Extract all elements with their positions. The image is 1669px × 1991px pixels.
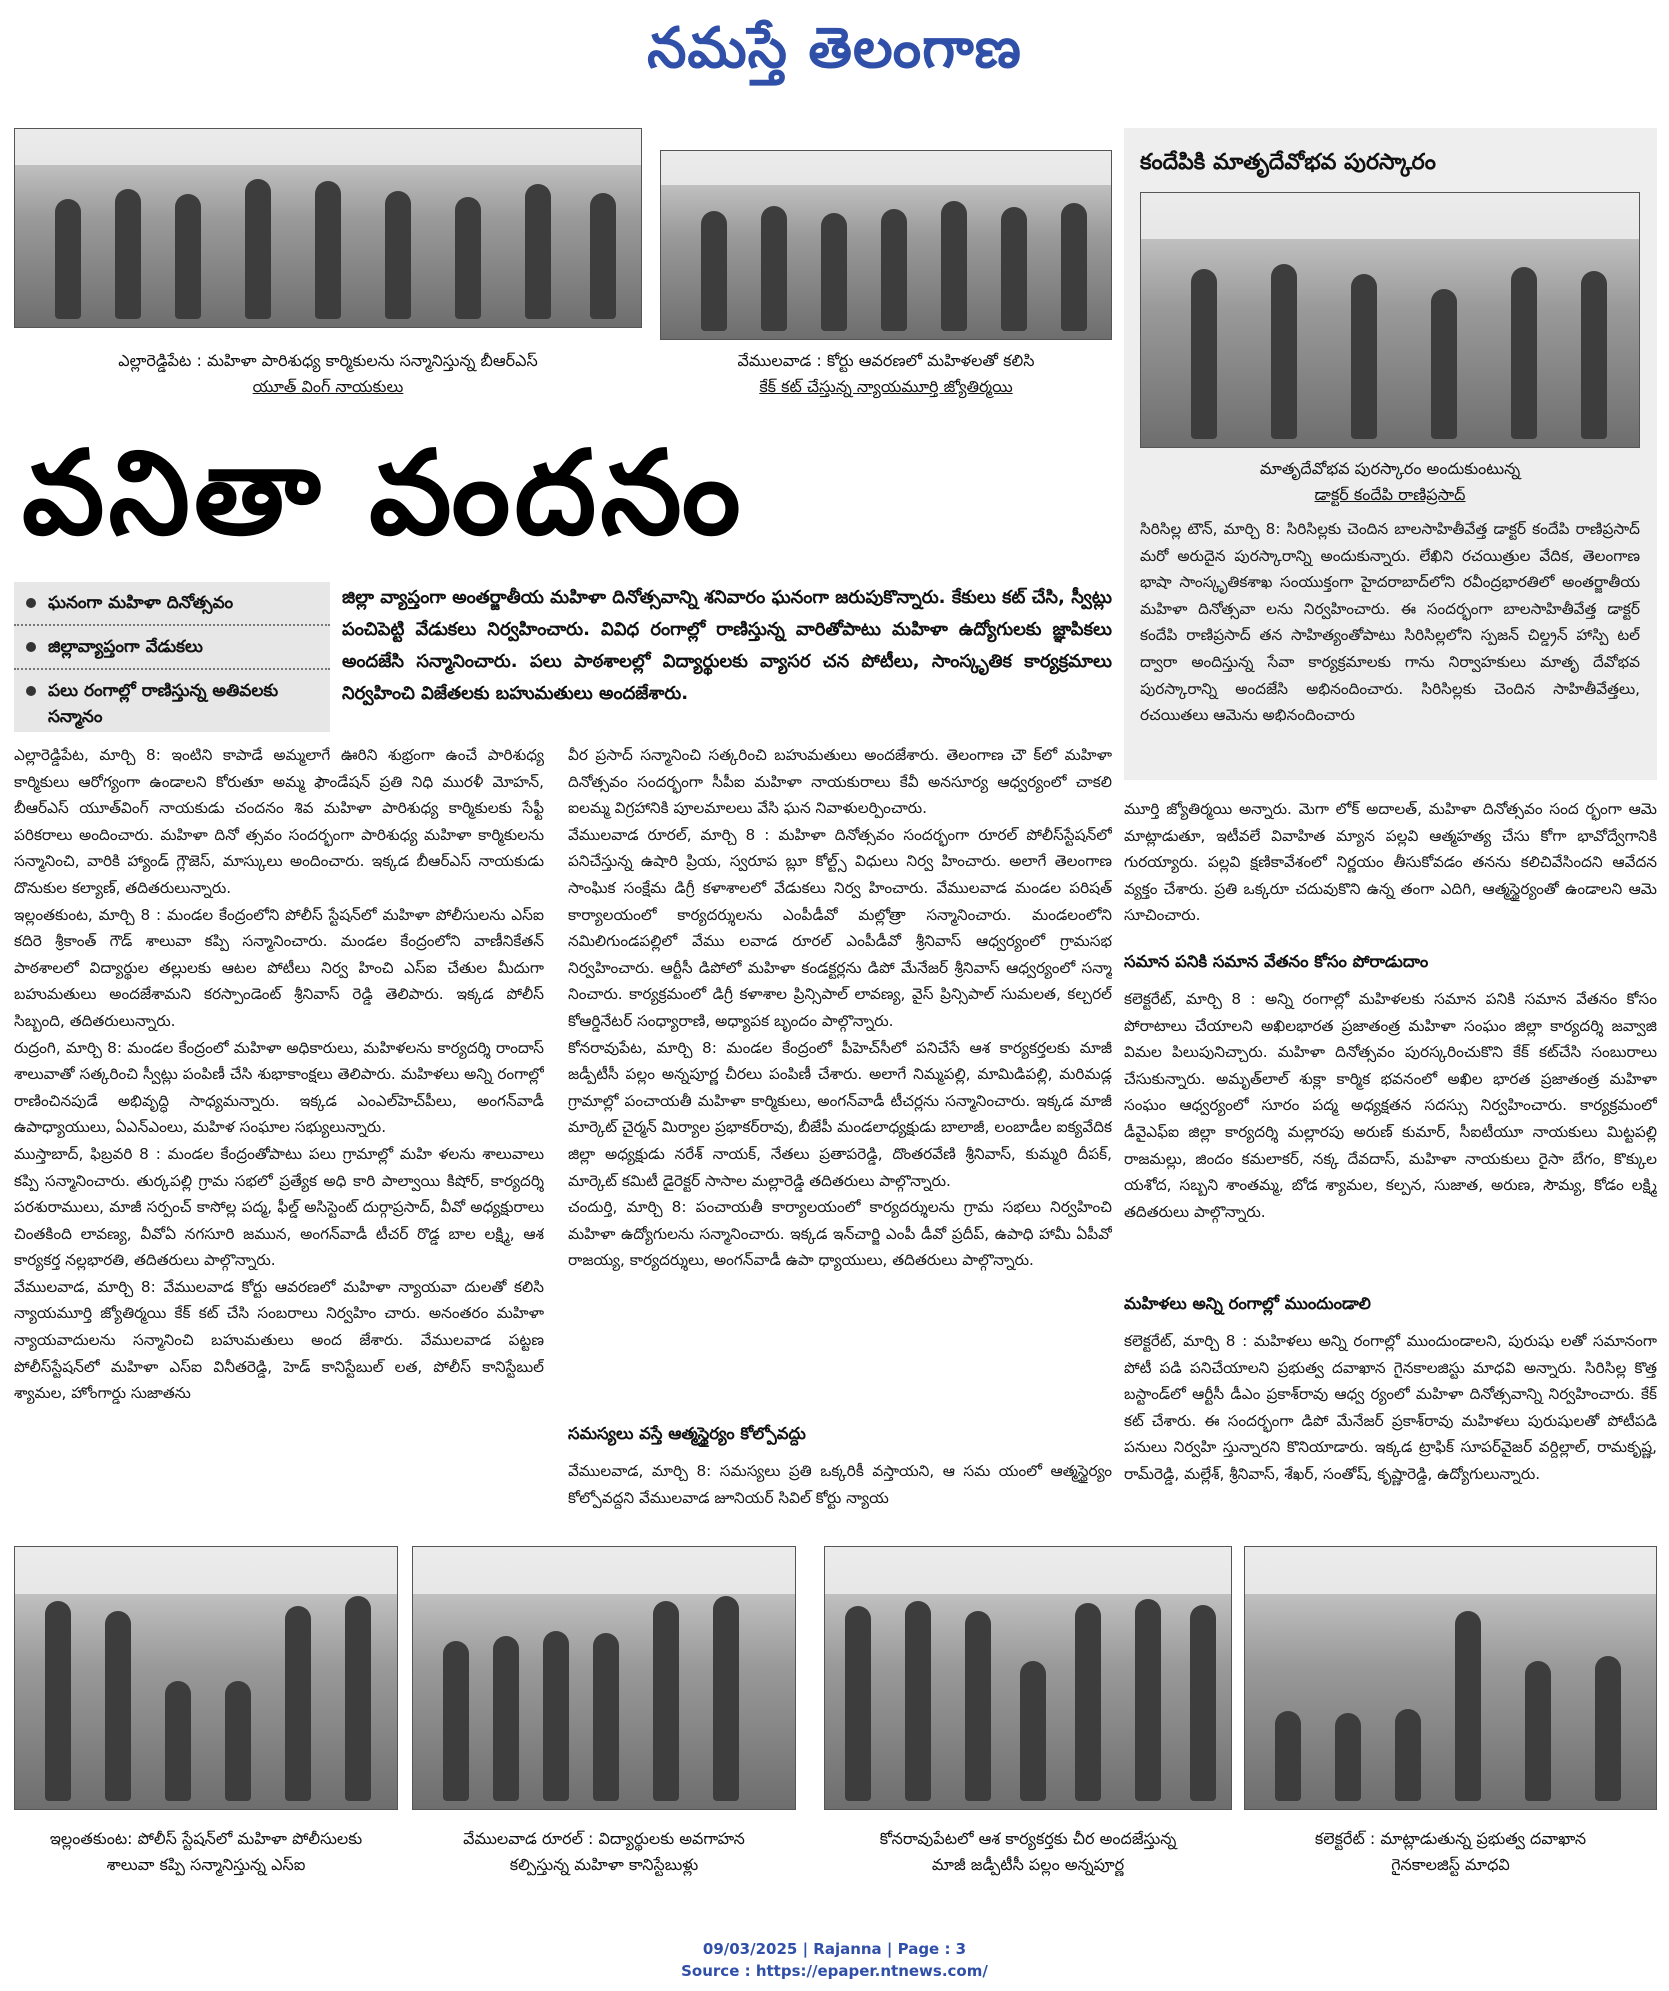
section-heading: సమాన పనికి సమాన వేతనం కోసం పోరాడుదాం: [1124, 952, 1429, 971]
footer-date-edition: 09/03/2025 | Rajanna | Page : 3: [702, 1940, 967, 1958]
caption-bottom-1: [14, 1826, 398, 1878]
article-column-2: వీర ప్రసాద్ సన్మానించి సత్కరించి బహుమతులు అందజేశారు. తెలంగాణ చౌ క్‌లో మహిళా దినోత్సవం సందర్భంగా సీపీఐ మహిళా నాయకురాలు కేవీ అనసూర్య ఆధ్వర్యంలో చాకలి ఐలమ్మ విగ్రహానికి పూలమాలలు వేసి ఘన నివాళులర్పించారు. వేములవాడ రూరల్, మార్చి 8 : మహిళా దినోత్సవం సందర్భంగా రూరల్ పోలీస్‌స్టేషన్‌లో పనిచేస్తున్న ఉషారి ప్రియ, స్వరూప బ్లూ కోల్ట్స్ విధులు నిర్వ హించారు. అలాగే తెలంగాణ సాంఘిక సంక్షేమ డిగ్రీ కళాశాలలో వేడుకలు నిర్వ హించారు. వేములవాడ మండల పరిషత్ కార్యాలయంలో కార్యదర్శులను ఎంపీడీవో మల్లోత్రా సన్మానించారు. మండలంలోని నమిలిగుండపల్లిలో వేము లవాడ రూరల్ ఎంపీడీవో శ్రీనివాస్ ఆధ్వర్యంలో గ్రామసభ నిర్వహించారు. ఆర్టీసీ డిపోలో మహిళా కండక్టర్లను డిపో మేనేజర్ శ్రీనివాస్ ఆధ్వర్యంలో సన్మా నించారు. కార్యక్రమంలో డిగ్రీ కళాశాల ప్రిన్సిపాల్ లావణ్య, వైస్ ప్రిన్సిపాల్ సుమలత, కల్చరల్ కోఆర్డినేటర్ సంధ్యారాణి, అధ్యాపక బృందం పాల్గొన్నారు. కోనరావుపేట, మార్చి 8: మండల కేంద్రంలో పీహెచ్‌సీలో పనిచేసే ఆశ కార్యకర్తలకు మాజీ జడ్పీటీసీ పల్లం అన్నపూర్ణ చీరలు పంపిణీ చేశారు. అలాగే నిమ్మపల్లి, మామిడిపల్లి, మరిమడ్ల గ్రామాల్లో పంచాయతీ మహిళా కార్మికులు, అంగన్‌వాడీ టీచర్లను సన్మానించారు. ఇక్కడ మాజీ మార్కెట్ చైర్మన్ మిర్యాల ప్రభాకర్‌రావు, బీజేపీ మండలాధ్యక్షుడు బాలాజీ, లంబాడీల ఐక్యవేదిక జిల్లా అధ్యక్షుడు నరేశ్ నాయక్, నేతలు ప్రతాపరెడ్డి, దొంతరవేణి శ్రీనివాస్, కుమ్మరి దీపక్, మార్కెట్ కమిటీ డైరెక్టర్ సాసాల మల్లారెడ్డి తదితరులు పాల్గొన్నారు. చందుర్తి, మార్చి 8: పంచాయతీ కార్యాలయంలో కార్యదర్శులను గ్రామ సభలు నిర్వహించి మహిళా ఉద్యోగులను సన్మానించారు. ఇక్కడ ఇన్‌చార్జి ఎంపీ డీవో ప్రదీప్, ఉపాధి హామీ ఏపీవో రాజయ్య, కార్యదర్శులు, అంగన్‌వాడీ ఉపా ధ్యాయులు, తదితరులు పాల్గొన్నారు.: [568, 746, 1112, 1270]
photo-top-1: [14, 128, 642, 328]
photo-top-2: [660, 150, 1112, 340]
caption-line: శాలువా కప్పి సన్మానిస్తున్న ఎస్ఐ: [106, 1855, 306, 1874]
caption-line: మాతృదేవోభవ పురస్కారం అందుకుంటున్న: [1259, 459, 1521, 478]
photo-figure: [285, 1606, 311, 1801]
highlight-item: [14, 670, 330, 738]
caption-line: ఎల్లారెడ్డిపేట : మహిళా పారిశుధ్య కార్మికులను సన్మానిస్తున్న బీఆర్ఎస్: [118, 351, 538, 370]
highlight-text: జిల్లావ్యాప్తంగా వేడుకలు: [48, 637, 203, 657]
photo-background: [1245, 1547, 1656, 1594]
photo-figure: [881, 209, 907, 331]
photo-figure: [345, 1596, 371, 1801]
photo-figure: [1271, 264, 1297, 439]
caption-line: వేములవాడ రూరల్ : విద్యార్థులకు అవగాహన: [463, 1829, 745, 1848]
photo-figure: [315, 181, 341, 319]
photo-figure: [455, 197, 481, 319]
highlight-text: పలు రంగాల్లో రాణిస్తున్న అతివలకు సన్మానం: [48, 681, 279, 727]
photo-bottom-3: [824, 1546, 1232, 1810]
section-body: వేములవాడ, మార్చి 8: సమస్యలు ప్రతి ఒక్కరికీ వస్తాయని, ఆ సమ యంలో ఆత్మస్థైర్యం కోల్పోవద్దని వేములవాడ జూనియర్ సివిల్ కోర్టు న్యాయ: [568, 1462, 1112, 1507]
section-heading: మహిళలు అన్ని రంగాల్లో ముందుండాలి: [1124, 1294, 1371, 1313]
photo-figure: [525, 184, 551, 319]
caption-line: ఇల్లంతకుంట: పోలీస్ స్టేషన్‌లో మహిళా పోలీసులకు: [49, 1829, 363, 1848]
photo-figure: [1075, 1603, 1101, 1801]
photo-figure: [1395, 1709, 1421, 1801]
photo-figure: [105, 1611, 131, 1801]
masthead-logo: నమస్తే తెలంగాణ: [647, 15, 1022, 81]
photo-bottom-1: [14, 1546, 398, 1810]
photo-figure: [701, 211, 727, 331]
photo-figure: [385, 191, 411, 319]
photo-bottom-4: [1244, 1546, 1657, 1810]
photo-background: [15, 129, 641, 165]
photo-figure: [1335, 1713, 1361, 1801]
caption-line: కోనరావుపేటలో ఆశ కార్యకర్తకు చీర అందజేస్తున్న: [879, 1829, 1177, 1848]
photo-figure: [1191, 269, 1217, 439]
caption-line: వేములవాడ : కోర్టు ఆవరణలో మహిళలతో కలిసి: [737, 351, 1035, 370]
photo-figure: [1135, 1599, 1161, 1801]
bullet-icon: [26, 598, 36, 608]
photo-figure: [175, 194, 201, 319]
photo-figure: [713, 1596, 739, 1801]
section-body: కలెక్టరేట్, మార్చి 8 : మహిళలు అన్ని రంగాల్లో ముందుండాలని, పురుషు లతో సమానంగా పోటీ పడి పనిచేయాలని ప్రభుత్వ దవాఖాన గైనకాలజిస్టు మాధవి అన్నారు. సిరిసిల్ల కొత్త బస్టాండ్‌లో ఆర్టీసీ డీఎం ప్రకాశ్‌రావు ఆధ్వ ర్యంలో మహిళా దినోత్సవాన్ని నిర్వహించారు. కేక్ కట్ చేశారు. ఈ సందర్భంగా డిపో మేనేజర్ ప్రకాశ్‌రావు మహిళలు పురుషులతో పోటీపడి పనులు నిర్వహి స్తున్నారని కొనియాడారు. ఇక్కడ ట్రాఫిక్ సూపర్‌వైజర్ వర్దిల్లాల్, రామకృష్ణ, రామ్‌రెడ్డి, మల్లేశ్, శ్రీనివాస్, శేఖర్, సంతోష్, కృష్ణారెడ్డి, ఉద్యోగులున్నారు.: [1124, 1332, 1657, 1483]
photo-figure: [1511, 267, 1537, 439]
photo-figure: [443, 1641, 469, 1801]
caption-line: కేక్ కట్ చేస్తున్న న్యాయమూర్తి జ్యోతిర్మయి: [759, 377, 1013, 396]
sidebar-title: కందేపికి మాతృదేవోభవ పురస్కారం: [1140, 150, 1436, 175]
photo-figure: [590, 193, 616, 319]
bullet-icon: [26, 686, 36, 696]
caption-sidebar-photo: [1140, 456, 1640, 508]
photo-figure: [1455, 1611, 1481, 1801]
photo-background: [15, 1547, 397, 1594]
page-footer: [0, 1938, 1669, 1982]
photo-figure: [165, 1681, 191, 1801]
caption-line: గైనకాలజిస్ట్ మాధవి: [1391, 1855, 1510, 1874]
caption-photo-top-1: [14, 348, 642, 400]
photo-figure: [593, 1633, 619, 1801]
caption-line: మాజీ జడ్పీటీసీ పల్లం అన్నపూర్ణ: [931, 1855, 1125, 1874]
photo-figure: [1431, 289, 1457, 439]
sidebar-article-body: సిరిసిల్ల టౌన్, మార్చి 8: సిరిసిల్లకు చెందిన బాలసాహితీవేత్త డాక్టర్ కందేపి రాణిప్రసాద్ మరో అరుదైన పురస్కారాన్ని అందుకున్నారు. లేఖిని రచయిత్రుల వేదిక, తెలంగాణ భాషా సాంస్కృతికశాఖ సంయుక్తంగా హైదరాబాద్‌లోని రవీంద్రభారతిలో అంతర్జాతీయ మహిళా దినోత్సవా లను నిర్వహించారు. ఈ సందర్భంగా బాలసాహితీవేత్త డాక్టర్ కందేపి రాణిప్రసాద్ తన సాహిత్యంతోపాటు సిరిసిల్లలోని స్పజన్ చిల్డ్రన్ హాస్పి టల్ ద్వారా అందిస్తున్న సేవా కార్యక్రమాలకు గాను నిర్వాహకులు మాతృ దేవోభవ పురస్కారాన్ని అందజేసి అభినందించారు. సిరిసిల్లకు చెందిన సాహితీవేత్తలు, రచయితలు ఆమెను అభినందించారు: [1140, 520, 1640, 725]
photo-figure: [1525, 1661, 1551, 1801]
photo-figure: [1190, 1605, 1216, 1801]
caption-line: కల్పిస్తున్న మహిళా కానిస్టేబుళ్లు: [509, 1855, 699, 1874]
photo-figure: [1001, 207, 1027, 331]
article-column-1: ఎల్లారెడ్డిపేట, మార్చి 8: ఇంటిని కాపాడే అమ్మలాగే ఊరిని శుభ్రంగా ఉంచే పారిశుధ్య కార్మికులు ఆరోగ్యంగా ఉండాలని కోరుతూ అమ్మ ఫౌండేషన్ ప్రతి నిధి మురళీ మోహన్, బీఆర్ఎస్ యూత్‌వింగ్ నాయకుడు చందనం శివ మహిళా పారిశుధ్య కార్మికులకు సేఫ్టీ పరికరాలు అందించారు. మహిళా దినో త్సవం సందర్భంగా పారిశుధ్య మహిళా కార్మికులను సన్మానించి, వారికి హ్యాండ్ గ్లౌజెస్, మాస్కులు అందించారు. ఇక్కడ బీఆర్ఎస్ నాయకుడు దొనుకుల కల్యాణ్, తదితరులున్నారు. ఇల్లంతకుంట, మార్చి 8 : మండల కేంద్రంలోని పోలీస్ స్టేషన్‌లో మహిళా పోలీసులను ఎస్ఐ కదిరె శ్రీకాంత్ గౌడ్ శాలువా కప్పి సన్మానించారు. మండల కేంద్రంలోని వాణీనికేతన్ పాఠశాలలో విద్యార్థుల తల్లులకు ఆటల పోటీలు నిర్వ హించి ఎస్ఐ చేతుల మీదుగా బహుమతులు అందజేశామని కరస్పాండెంట్ శ్రీనివాస్ రెడ్డి తెలిపారు. ఇక్కడ పోలీస్ సిబ్బంది, తదితరులున్నారు. రుద్రంగి, మార్చి 8: మండల కేంద్రంలో మహిళా అధికారులు, మహిళలను కార్యదర్శి రాందాస్ శాలువాతో సత్కరించి స్వీట్లు పంపిణీ చేసి శుభాకాంక్షలు తెలిపారు. మహిళలు అన్ని రంగాల్లో రాణించినపుడే అభివృద్ధి సాధ్యమన్నారు. ఇక్కడ ఎంఎల్‌హెచ్‌పీలు, అంగన్‌వాడీ ఉపాధ్యాయులు, ఏఎన్ఎంలు, మహిళ సంఘాల సభ్యులున్నారు. ముస్తాబాద్, ఫిబ్రవరి 8 : మండల కేంద్రంతోపాటు పలు గ్రామాల్లో మహి ళలను శాలువాలు కప్పి సన్మానించారు. తుర్కపల్లి గ్రామ సభలో ప్రత్యేక అధి కారి పాల్వాయి కిషోర్, కార్యదర్శి పరశురాములు, మాజీ సర్పంచ్ కాసోల్ల పద్మ, ఫీల్డ్ అసిస్టెంట్ దుర్గాప్రసాద్, వీవో అధ్యక్షురాలు చింతకింది లావణ్య, వీవోఏ నగసూరి జమున, అంగన్‌వాడీ టీచర్ రొడ్డ బాల లక్ష్మి, ఆశ కార్యకర్త నల్లభారతి, తదితరులు పాల్గొన్నారు. వేములవాడ, మార్చి 8: వేములవాడ కోర్టు ఆవరణలో మహిళా న్యాయవా దులతో కలిసి న్యాయమూర్తి జ్యోతిర్మయి కేక్ కట్ చేసి సంబరాలు నిర్వహిం చారు. అనంతరం మహిళా న్యాయవాదులను సన్మానించి బహుమతులు అంద జేశారు. వేములవాడ పట్టణ పోలీస్‌స్టేషన్‌లో మహిళా ఎస్ఐ వినీతరెడ్డి, హెడ్ కానిస్టేబుల్ లత, పోలీస్ కానిస్టేబుల్ శ్యామల, హోంగార్డు సుజాతను: [14, 746, 544, 1403]
photo-figure: [1581, 271, 1607, 439]
caption-bottom-4: [1244, 1826, 1657, 1878]
intro-paragraph: జిల్లా వ్యాప్తంగా అంతర్జాతీయ మహిళా దినోత్సవాన్ని శనివారం ఘనంగా జరుపుకొన్నారు. కేకులు కట్ చేసి, స్వీట్లు పంచిపెట్టి వేడుకలు నిర్వహించారు. వివిధ రంగాల్లో రాణిస్తున్న వారితోపాటు మహిళా ఉద్యోగులకు జ్ఞాపికలు అందజేసి సన్మానించారు. పలు పాఠశాలల్లో విద్యార్థులకు వ్యాసర చన పోటీలు, సాంస్కృతిక కార్యక్రమాలు నిర్వహించి విజేతలకు బహుమతులు అందజేశారు.: [342, 587, 1112, 704]
caption-line: కలెక్టరేట్ : మాట్లాడుతున్న ప్రభుత్వ దవాఖాన: [1314, 1829, 1587, 1848]
highlight-item: [14, 582, 330, 626]
photo-figure: [225, 1681, 251, 1801]
photo-figure: [115, 189, 141, 319]
highlight-text: ఘనంగా మహిళా దినోత్సవం: [48, 593, 234, 613]
photo-figure: [1351, 274, 1377, 439]
photo-figure: [55, 199, 81, 319]
bullet-icon: [26, 642, 36, 652]
photo-figure: [905, 1601, 931, 1801]
photo-background: [1141, 193, 1639, 239]
highlight-item: [14, 626, 330, 670]
article-column-3-top: మూర్తి జ్యోతిర్మయి అన్నారు. మెగా లోక్ అదాలత్, మహిళా దినోత్సవం సంద ర్భంగా ఆమె మాట్లాడుతూ, ఇటీవలే వివాహిత మ్యాన పల్లవి ఆత్మహత్య చేసు కోగా భావోద్వేగానికి గురయ్యారు. పల్లవి క్షణికావేశంలో నిర్ణయం తీసుకోవడం తనను కలిచివేసిందని ఆవేదన వ్యక్తం చేశారు. ప్రతి ఒక్కరూ చదువుకొని ఉన్న తంగా ఎదిగి, ఆత్మస్థైర్యంతో ఉండాలని ఆమె సూచించారు.: [1124, 800, 1657, 925]
photo-figure: [1275, 1711, 1301, 1801]
section-heading: సమస్యలు వస్తే ఆత్మస్థైర్యం కోల్పోవద్దు: [568, 1424, 806, 1443]
photo-figure: [965, 1611, 991, 1801]
caption-bottom-3: [824, 1826, 1232, 1878]
photo-figure: [45, 1601, 71, 1801]
footer-source-link[interactable]: Source : https://epaper.ntnews.com/: [681, 1962, 988, 1980]
photo-figure: [543, 1631, 569, 1801]
photo-figure: [845, 1606, 871, 1801]
caption-photo-top-2: [660, 348, 1112, 400]
photo-figure: [1020, 1661, 1046, 1801]
caption-bottom-2: [412, 1826, 796, 1878]
section-body: కలెక్టరేట్, మార్చి 8 : అన్ని రంగాల్లో మహిళలకు సమాన పనికి సమాన వేతనం కోసం పోరాటాలు చేయాలని అఖిలభారత ప్రజాతంత్ర మహిళా సంఘం జిల్లా కార్యదర్శి జవ్వాజి విమల పిలుపునిచ్చారు. మహిళా దినోత్సవం పురస్కరించుకొని కేక్ కట్‌చేసి సంబురాలు చేసుకున్నారు. అమృత్‌లాల్ శుక్లా కార్మిక భవనంలో అఖిల భారత ప్రజాతంత్ర మహిళా సంఘం ఆధ్వర్యంలో సూరం పద్మ అధ్యక్షతన సదస్సు నిర్వహించారు. కార్యక్రమంలో డీవైఎఫ్ఐ జిల్లా కార్యదర్శి మల్లారపు అరుణ్ కుమార్, సీఐటీయూ నాయకులు మిట్టపల్లి రాజమల్లు, జిందం కమలాకర్, నక్క దేవదాస్, మహిళా నాయకులు రైసా బేగం, కొక్కుల యశోద, సబ్బని శాంతమ్మ, బోడ శ్యామల, కల్పన, సుజాత, అరుణ, సౌమ్య, కోడం లక్ష్మి తదితరులు పాల్గొన్నారు.: [1124, 990, 1657, 1221]
page-headline: వనితా వందనం: [22, 425, 745, 561]
highlights-box: [14, 582, 330, 732]
photo-figure: [941, 201, 967, 331]
photo-background: [825, 1547, 1231, 1594]
photo-figure: [493, 1636, 519, 1801]
photo-figure: [761, 206, 787, 331]
photo-figure: [1061, 203, 1087, 331]
photo-figure: [245, 179, 271, 319]
sidebar-photo: [1140, 192, 1640, 448]
photo-background: [661, 151, 1111, 185]
photo-background: [413, 1547, 795, 1594]
caption-line: యూత్ వింగ్ నాయకులు: [252, 377, 404, 396]
photo-figure: [653, 1601, 679, 1801]
photo-figure: [1595, 1656, 1621, 1801]
photo-figure: [821, 213, 847, 331]
photo-bottom-2: [412, 1546, 796, 1810]
caption-line: డాక్టర్ కందేపి రాణిప్రసాద్: [1314, 485, 1466, 504]
